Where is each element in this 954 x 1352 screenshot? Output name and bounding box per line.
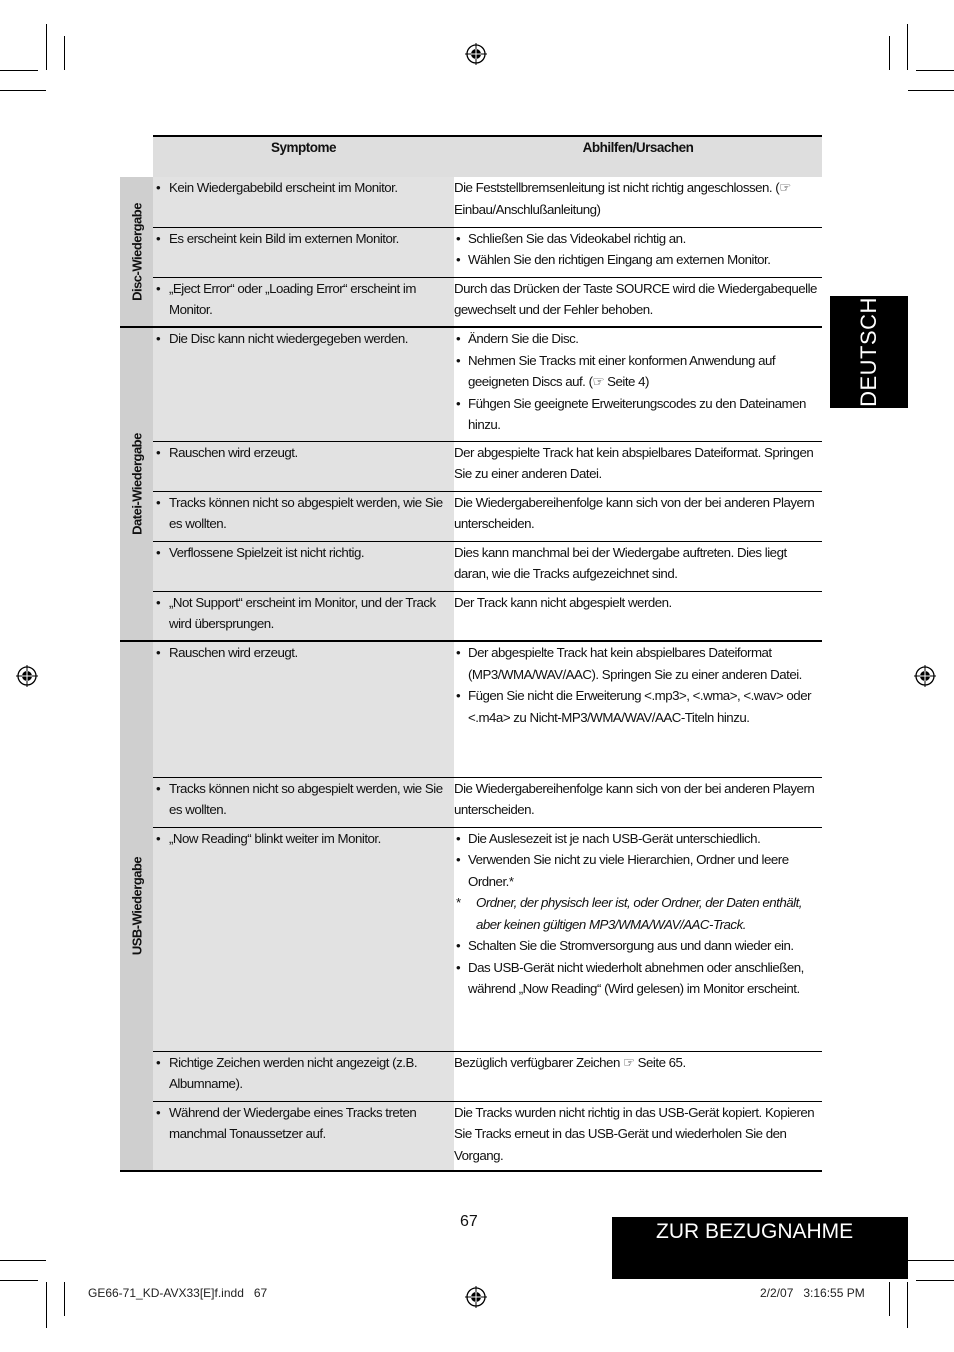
- table-row: [120, 541, 822, 591]
- header-remedies: Abhilfen/Ursachen: [454, 136, 822, 177]
- remedy-cell: Die Tracks wurden nicht richtig in das USB-Gerät kopiert. Kopieren Sie Tracks erneut in das USB-Gerät und wiederholen Sie den Vorgang.: [454, 1101, 822, 1171]
- symptom-cell: [153, 327, 454, 441]
- footer-date: 2/2/07 3:16:55 PM: [760, 1286, 865, 1300]
- symptom-cell: [153, 827, 454, 1051]
- list-item: • Schalten Sie die Stromversorgung aus und dann wieder ein.: [454, 935, 822, 957]
- symptom-cell: [153, 541, 454, 591]
- symptom-text: • Tracks können nicht so abgespielt werden, wie Sie es wollten.: [153, 778, 454, 821]
- symptom-text: • Richtige Zeichen werden nicht angezeigt (z.B. Albumname).: [153, 1052, 454, 1095]
- list-item: • Das USB-Gerät nicht wiederholt abnehmen oder anschließen, während „Now Reading“ (Wird gelesen) im Monitor erscheint.: [454, 957, 822, 1000]
- list-item: • Ändern Sie die Disc.: [454, 328, 822, 350]
- symptom-cell: [153, 1101, 454, 1171]
- reference-tab-label: ZUR BEZUGNAHME: [656, 1220, 854, 1243]
- remedy-cell: Dies kann manchmal bei der Wiedergabe auftreten. Dies liegt daran, wie die Tracks aufgezeichnet sind.: [454, 541, 822, 591]
- troubleshooting-table: [120, 135, 822, 1172]
- remedy-cell: Die Feststellbremsenleitung ist nicht richtig angeschlossen. (☞ Einbau/Anschlußanleitung): [454, 177, 822, 227]
- crosshair-target-icon: [465, 43, 487, 65]
- remedy-cell: Durch das Drücken der Taste SOURCE wird die Wiedergabequelle gewechselt und der Fehler behoben.: [454, 277, 822, 327]
- section-label-file: [120, 327, 153, 641]
- remedy-cell: Die Wiedergabereihenfolge kann sich von der bei anderen Playern unterscheiden.: [454, 777, 822, 827]
- symptom-cell: [153, 491, 454, 541]
- table-row: [120, 591, 822, 641]
- remedy-cell: [454, 227, 822, 277]
- symptom-text: • Tracks können nicht so abgespielt werden, wie Sie es wollten.: [153, 492, 454, 535]
- list-item: • Verwenden Sie nicht zu viele Hierarchien, Ordner und leere Ordner.*: [454, 849, 822, 892]
- footnote-item: * Ordner, der physisch leer ist, oder Ordner, der Daten enthält, aber keinen gültigen MP3/WMA/WAV/AAC-Track.: [454, 892, 822, 935]
- list-item: • Schließen Sie das Videokabel richtig an.: [454, 228, 822, 250]
- crosshair-target-icon: [914, 665, 936, 687]
- list-item: • Der abgespielte Track hat kein abspielbares Dateiformat (MP3/WMA/WAV/AAC). Springen Sie zu einer anderen Datei.: [454, 642, 822, 685]
- crop-mark: [908, 90, 954, 91]
- reference-tab: [612, 1217, 908, 1279]
- remedy-cell: [454, 827, 822, 1051]
- table-row: [120, 777, 822, 827]
- symptom-cell: [153, 177, 454, 227]
- table-row: [120, 441, 822, 491]
- section-label-text: Disc-Wiedergabe: [128, 202, 144, 301]
- crop-mark: [0, 1280, 38, 1281]
- crosshair-target-icon: [465, 1286, 487, 1308]
- table-row: [120, 177, 822, 227]
- header-spacer: [120, 136, 153, 177]
- remedy-cell: Bezüglich verfügbarer Zeichen ☞ Seite 65.: [454, 1051, 822, 1101]
- language-tab: [830, 296, 908, 408]
- remedy-cell: [454, 641, 822, 777]
- symptom-text: • Die Disc kann nicht wiedergegeben werden.: [153, 328, 454, 350]
- symptom-cell: [153, 227, 454, 277]
- remedy-cell: [454, 327, 822, 441]
- crop-mark: [0, 90, 46, 91]
- section-label-text: USB-Wiedergabe: [128, 856, 144, 956]
- crop-mark: [916, 1280, 954, 1281]
- section-label-disc: [120, 177, 153, 327]
- crop-mark: [46, 24, 47, 70]
- crop-mark: [64, 1282, 65, 1316]
- symptom-cell: [153, 1051, 454, 1101]
- footer-file-info: GE66-71_KD-AVX33[E]f.indd 67: [88, 1286, 268, 1300]
- table-row: [120, 227, 822, 277]
- symptom-text: • Rauschen wird erzeugt.: [153, 442, 454, 464]
- remedy-list: [454, 828, 822, 1000]
- remedy-cell: Der abgespielte Track hat kein abspielbares Dateiformat. Springen Sie zu einer anderen Datei.: [454, 441, 822, 491]
- symptom-text: • Während der Wiedergabe eines Tracks treten manchmal Tonaussetzer auf.: [153, 1102, 454, 1145]
- symptom-text: • Rauschen wird erzeugt.: [153, 642, 454, 664]
- symptom-text: • „Now Reading“ blinkt weiter im Monitor.: [153, 828, 454, 850]
- header-symptoms: Symptome: [153, 136, 454, 177]
- symptom-text: • Es erscheint kein Bild im externen Monitor.: [153, 228, 454, 250]
- crosshair-target-icon: [16, 665, 38, 687]
- crop-mark: [916, 70, 954, 71]
- symptom-text: • „Eject Error“ oder „Loading Error“ erscheint im Monitor.: [153, 278, 454, 321]
- list-item: • Fügen Sie nicht die Erweiterung <.mp3>, <.wma>, <.wav> oder <.m4a> zu Nicht-MP3/WMA/WAV/AAC-Titeln hinzu.: [454, 685, 822, 728]
- section-label-usb: [120, 641, 153, 1171]
- list-item: • Die Auslesezeit ist je nach USB-Gerät unterschiedlich.: [454, 828, 822, 850]
- list-item: • Nehmen Sie Tracks mit einer konformen Anwendung auf geeigneten Discs auf. (☞ Seite 4): [454, 350, 822, 393]
- crop-mark: [46, 1282, 47, 1328]
- crop-mark: [908, 1260, 954, 1261]
- table-row: [120, 277, 822, 327]
- symptom-cell: [153, 641, 454, 777]
- remedy-list: [454, 642, 822, 728]
- table-row: [120, 1101, 822, 1171]
- table-row: [120, 327, 822, 441]
- symptom-cell: [153, 591, 454, 641]
- crop-mark: [907, 24, 908, 70]
- table-header-row: [120, 136, 822, 177]
- remedy-cell: Der Track kann nicht abgespielt werden.: [454, 591, 822, 641]
- section-label-text: Datei-Wiedergabe: [128, 433, 144, 535]
- remedy-cell: Die Wiedergabereihenfolge kann sich von der bei anderen Playern unterscheiden.: [454, 491, 822, 541]
- remedy-list: [454, 328, 822, 436]
- crop-mark: [889, 36, 890, 70]
- table-row: [120, 827, 822, 1051]
- language-tab-label: DEUTSCH: [856, 297, 881, 407]
- crop-mark: [889, 1282, 890, 1316]
- crop-mark: [907, 1282, 908, 1328]
- list-item: • Fühgen Sie geeignete Erweiterungscodes zu den Dateinamen hinzu.: [454, 393, 822, 436]
- crop-mark: [0, 70, 38, 71]
- table-row: [120, 491, 822, 541]
- symptom-text: • Verflossene Spielzeit ist nicht richtig.: [153, 542, 454, 564]
- remedy-list: [454, 228, 822, 271]
- symptom-cell: [153, 777, 454, 827]
- page-number: 67: [460, 1213, 478, 1230]
- table-row: [120, 1051, 822, 1101]
- symptom-cell: [153, 277, 454, 327]
- crop-mark: [0, 1260, 46, 1261]
- crop-mark: [64, 36, 65, 70]
- list-item: • Wählen Sie den richtigen Eingang am externen Monitor.: [454, 249, 822, 271]
- symptom-text: • Kein Wiedergabebild erscheint im Monitor.: [153, 177, 454, 199]
- table-row: [120, 641, 822, 777]
- symptom-cell: [153, 441, 454, 491]
- symptom-text: • „Not Support“ erscheint im Monitor, und der Track wird übersprungen.: [153, 592, 454, 635]
